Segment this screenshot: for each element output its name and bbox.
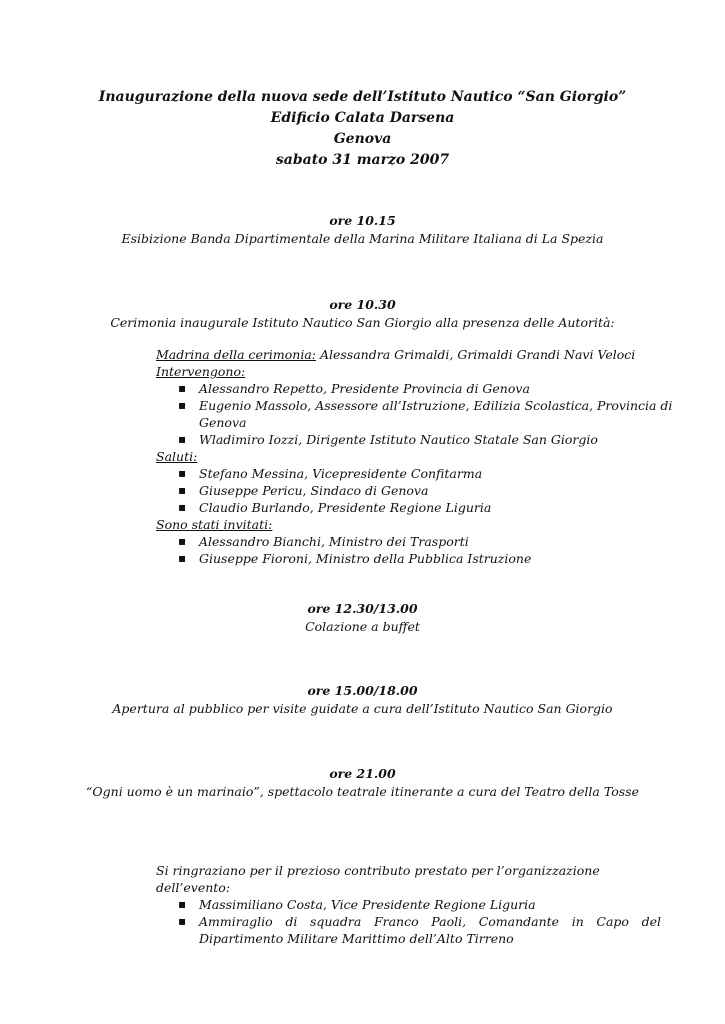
list-item: ▪ Massimiliano Costa, Vice Presidente Regione Liguria <box>156 896 661 913</box>
list-item: ▪ Alessandro Repetto, Presidente Provincia di Genova <box>156 380 676 397</box>
event-description: “Ogni uomo è un marinaio”, spettacolo teatrale itinerante a cura del Teatro della Tosse <box>86 784 639 799</box>
event-description: Colazione a buffet <box>305 619 420 634</box>
madrina-label: Madrina della cerimonia: <box>156 347 316 362</box>
intervengono-label: Intervengono: <box>156 364 246 379</box>
event-description: Cerimonia inaugurale Istituto Nautico San Giorgio alla presenza delle Autorità: <box>110 315 615 330</box>
list-item: ▪ Giuseppe Pericu, Sindaco di Genova <box>156 482 676 499</box>
saluti-list <box>156 465 676 516</box>
title-line-3: Genova <box>333 131 392 147</box>
list-item: ▪ Wladimiro Iozzi, Dirigente Istituto Nautico Statale San Giorgio <box>156 431 676 448</box>
invitati-label: Sono stati invitati: <box>156 517 273 532</box>
saluti-label: Saluti: <box>156 449 198 464</box>
list-item: ▪ Ammiraglio di squadra Franco Paoli, Comandante in Capo del Dipartimento Militare Marittimo dell’Alto Tirreno <box>156 913 661 947</box>
event-time: ore 10.30 <box>329 297 396 312</box>
document-title <box>0 87 725 171</box>
event-1 <box>0 212 725 248</box>
title-line-2: Edificio Calata Darsena <box>270 110 455 126</box>
ceremony-details <box>156 346 676 567</box>
intervengono-list <box>156 380 676 448</box>
madrina-line <box>156 346 676 363</box>
invitati-list <box>156 533 676 567</box>
madrina-value: Alessandra Grimaldi, Grimaldi Grandi Navi Veloci <box>316 347 636 362</box>
list-item: ▪ Eugenio Massolo, Assessore all’Istruzione, Edilizia Scolastica, Provincia di Genova <box>156 397 676 431</box>
list-item: ▪ Giuseppe Fioroni, Ministro della Pubblica Istruzione <box>156 550 676 567</box>
event-description: Apertura al pubblico per visite guidate a cura dell’Istituto Nautico San Giorgio <box>112 701 613 716</box>
thanks-list <box>156 896 661 947</box>
thanks-section <box>156 862 661 947</box>
event-time: ore 15.00/18.00 <box>307 683 418 698</box>
event-5 <box>0 765 725 801</box>
event-time: ore 21.00 <box>329 766 396 781</box>
title-line-4: sabato 31 marzo 2007 <box>275 152 450 168</box>
thanks-intro: Si ringraziano per il prezioso contributo prestato per l’organizzazione dell’evento: <box>156 863 600 895</box>
event-description: Esibizione Banda Dipartimentale della Marina Militare Italiana di La Spezia <box>121 231 604 246</box>
list-item: ▪ Stefano Messina, Vicepresidente Confitarma <box>156 465 676 482</box>
list-item: ▪ Alessandro Bianchi, Ministro dei Trasporti <box>156 533 676 550</box>
event-3 <box>0 600 725 636</box>
event-time: ore 10.15 <box>329 213 396 228</box>
event-time: ore 12.30/13.00 <box>307 601 418 616</box>
title-line-1: Inaugurazione della nuova sede dell’Istituto Nautico “San Giorgio” <box>98 89 627 105</box>
list-item: ▪ Claudio Burlando, Presidente Regione Liguria <box>156 499 676 516</box>
event-2 <box>0 296 725 332</box>
event-4 <box>0 682 725 718</box>
